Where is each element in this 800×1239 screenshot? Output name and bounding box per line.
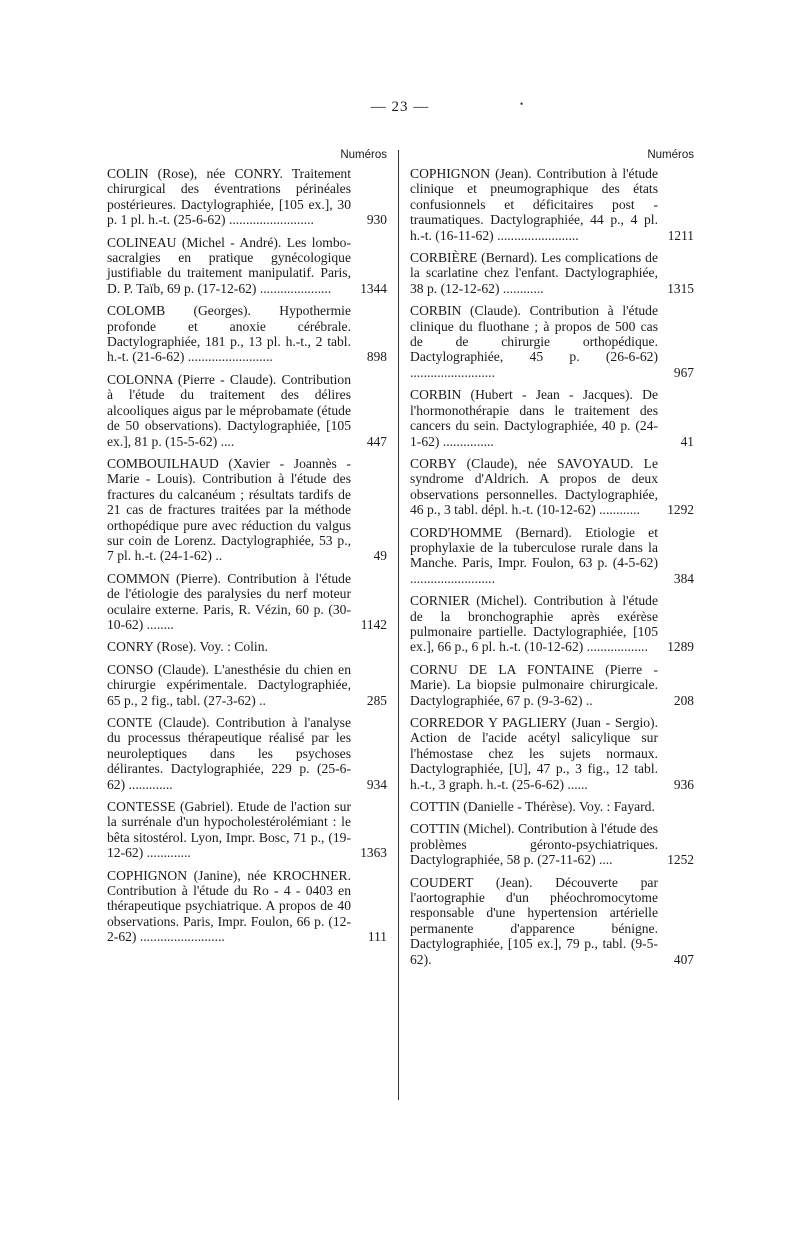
index-entry (410, 166, 694, 243)
right-column-header: Numéros (647, 149, 694, 161)
entry-number: 447 (366, 433, 387, 449)
entry-number: 285 (366, 692, 387, 708)
entry-number: 930 (366, 212, 387, 228)
entry-description: Hypothermie profonde et anoxie cérébrale. Dactylographiée, 181 p., 13 pl. h.-t., 2 tabl. h.-t. (21-6-62) ......................... (107, 303, 351, 365)
entry-description: Voy. : Fayard. (578, 799, 655, 815)
entry-description: Contribution à l'analyse du processus thérapeutique réalisé par les neuroleptiques dans les psychoses délirantes. Dactylographiée, 229 p. (25-6-62) ............. (107, 715, 351, 792)
entry-text (107, 799, 387, 861)
index-entry (107, 372, 387, 449)
entry-description: De l'hormonothérapie dans le traitement des cancers du sein. Dactylographiée, 40 p. (24-1-62) ............... (410, 387, 658, 449)
entry-description: Contribution à l'étude des problèmes géronto-psychiatriques. Dactylographiée, 58 p. (27-11-62) .... (410, 821, 658, 868)
index-entry (410, 250, 694, 296)
entry-number: 1363 (360, 845, 387, 861)
entry-text (107, 235, 387, 297)
entry-author: CORBIÈRE (Bernard). (410, 250, 538, 266)
entry-text (107, 303, 387, 365)
column-divider (398, 150, 399, 1100)
entry-number: 1211 (667, 227, 694, 243)
left-column-header: Numéros (340, 149, 387, 161)
index-entry (107, 571, 387, 633)
entry-text (410, 525, 694, 587)
entry-author: CONTESSE (Gabriel). (107, 799, 234, 815)
page-number: — 23 — (370, 99, 430, 115)
right-column (410, 145, 694, 974)
entry-description: Contribution à l'étude des fractures du calcanéum ; résultats tardifs de 21 cas de fractures traitées par la méthode orthopédique pure avec réduction du valgus sur coin de Lorenz. Dactylographiée, 53 p., 7 pl. h.-t. (24-1-62) .. (107, 471, 351, 564)
entry-author: CORD'HOMME (Bernard). (410, 524, 572, 540)
entry-text (410, 303, 694, 380)
ink-dot: • (520, 99, 524, 109)
entry-number: 1289 (667, 639, 694, 655)
entry-author: COPHIGNON (Janine), née KROCHNER. (107, 867, 351, 883)
entry-author: COUDERT (Jean). (410, 874, 533, 890)
entry-author: CORREDOR Y PAGLIERY (Juan - Sergio). (410, 715, 658, 730)
entry-number: 1315 (667, 280, 694, 296)
index-entry (410, 875, 694, 967)
entry-text (107, 456, 387, 564)
entry-number: 934 (366, 776, 387, 792)
entry-author: CORBY (Claude), née SAVOYAUD. (410, 455, 634, 471)
index-entry (107, 303, 387, 365)
entry-text (107, 662, 387, 708)
entry-description: Contribution à l'étude du Ro - 4 - 0403 en thérapeutique psychiatrique. A propos de 40 observations. Paris, Impr. Foulon, 66 p. (12-2-62) ......................... (107, 883, 351, 945)
index-entry (107, 662, 387, 708)
entry-description: Etiologie et prophylaxie de la tuberculose rurale dans la Manche. Paris, Impr. Foulon, 63 p. (4-5-62) ......................... (410, 524, 658, 586)
entry-text (410, 715, 694, 792)
index-entry (410, 799, 694, 814)
entry-author: CONSO (Claude). (107, 661, 209, 677)
entry-author: CONTE (Claude). (107, 715, 210, 730)
entry-number: 1292 (667, 502, 694, 518)
entry-description: Voy. : Colin. (199, 639, 268, 655)
entry-text (410, 875, 694, 967)
entry-description: Contribution à l'étude de la bronchographie après exérèse pulmonaire partielle. Dactylographiée, [105 ex.], 66 p., 6 pl. h.-t. (10-12-62) .................. (410, 593, 658, 655)
entry-description: Action de l'acide acétyl salicylique sur l'hémostase chez les sujets normaux. Dactylographiée, [U], 47 p., 3 fig., 12 tabl. h.-t., 3 graph. h.-t. (25-6-62) ...... (410, 730, 658, 792)
entry-text (107, 372, 387, 449)
index-entry (410, 387, 694, 449)
entry-number: 111 (367, 929, 387, 945)
entry-author: CORNU DE LA FONTAINE (Pierre - Marie). (410, 661, 658, 693)
entry-text (410, 821, 694, 867)
entry-text (410, 799, 694, 814)
entry-number: 967 (673, 364, 694, 380)
index-entry (107, 166, 387, 228)
entry-description: Le syndrome d'Aldrich. A propos de deux observations personnelles. Dactylographiée, 46 p., 3 tabl. dépl. h.-t. (10-12-62) ............ (410, 455, 659, 518)
entry-description: Etude de l'action sur la surrénale d'un hypocholestérolémiant : le bêta sitostérol. Lyon, Impr. Bosc, 71 p., (19-12-62) ............. (107, 799, 351, 861)
entry-text (107, 166, 387, 228)
entry-text (410, 250, 694, 296)
entry-number: 1344 (360, 280, 387, 296)
index-entry (107, 235, 387, 297)
entry-number: 407 (673, 951, 694, 967)
index-entry (410, 662, 694, 708)
entry-author: COMBOUILHAUD (Xavier - Joannès - Marie - Louis). (107, 455, 351, 487)
entry-description: L'anesthésie du chien en chirurgie expérimentale. Dactylographiée, 65 p., 2 fig., tabl. (27-3-62) .. (107, 661, 352, 708)
index-entry (410, 715, 694, 792)
entry-number: 208 (673, 692, 694, 708)
entry-description: Les lombo-sacralgies en pratique gynécologique justifiable du traitement manipulatif. Paris, D. P. Taïb, 69 p. (17-12-62) ..................... (107, 234, 351, 296)
index-entry (107, 868, 387, 945)
left-column (107, 145, 387, 952)
entry-number: 936 (673, 776, 694, 792)
entry-text (107, 868, 387, 945)
entry-text (410, 593, 694, 655)
entry-text (107, 715, 387, 792)
entry-number: 1142 (360, 616, 387, 632)
entry-text (410, 166, 694, 243)
entry-text (410, 456, 694, 518)
entry-text (410, 662, 694, 708)
index-entry (410, 456, 694, 518)
entry-number: 49 (373, 548, 387, 564)
entry-text (410, 387, 694, 449)
entry-number: 1252 (667, 852, 694, 868)
right-entries (410, 166, 694, 967)
entry-description: Contribution à l'étude clinique et pneumographique des états confusionnels et déficitaires post - traumatiques. Dactylographiée, 44 p., 4 pl. h.-t. (16-11-62) ........................ (410, 166, 658, 243)
entry-number: 384 (673, 570, 694, 586)
entry-author: COTTIN (Michel). (410, 821, 515, 837)
index-entry (410, 821, 694, 867)
index-entry (410, 525, 694, 587)
entry-description: Contribution à l'étude de l'étiologie des paralysies du nerf moteur oculaire externe. Paris, R. Vézin, 60 p. (30-10-62) ........ (107, 570, 351, 632)
entry-author: CONRY (Rose). (107, 639, 197, 655)
entry-number: 898 (366, 349, 387, 365)
entry-author: COMMON (Pierre). (107, 570, 221, 586)
entry-text (107, 639, 387, 654)
entry-author: COLONNA (Pierre - Claude). (107, 371, 277, 387)
entry-author: COTTIN (Danielle - Thérèse). (410, 799, 576, 815)
entry-description: Contribution à l'étude du traitement des délires alcooliques aigus par le méprobamate (étude de 50 observations). Dactylographiée, [105 ex.], 81 p. (15-5-62) .... (107, 371, 351, 449)
entry-description: Contribution à l'étude clinique du fluothane ; à propos de 500 cas de de chirurgie orthopédique. Dactylographiée, 45 p. (26-6-62) ......................... (410, 303, 658, 380)
entry-author: CORBIN (Claude). (410, 303, 521, 319)
entry-description: Les complications de la scarlatine chez l'enfant. Dactylographiée, 38 p. (12-12-62) ............ (410, 250, 658, 296)
entry-author: COLINEAU (Michel - André). (107, 234, 282, 250)
entry-description: Découverte par l'aortographie d'un phéochromocytome responsable d'une hypertension artérielle permanente d'apparence bénigne. Dactylographiée, [105 ex.], 79 p., tabl. (9-5-62). (410, 874, 658, 967)
index-entry (410, 593, 694, 655)
entry-author: COLOMB (Georges). (107, 303, 251, 319)
entry-description: La biopsie pulmonaire chirurgicale. Dactylographiée, 67 p. (9-3-62) .. (410, 677, 658, 708)
entry-text (107, 571, 387, 633)
index-entry (107, 799, 387, 861)
index-entry (107, 456, 387, 564)
index-entry (410, 303, 694, 380)
index-entry (107, 639, 387, 654)
entry-author: CORBIN (Hubert - Jean - Jacques). (410, 387, 633, 403)
entry-author: COPHIGNON (Jean). (410, 166, 532, 181)
entry-number: 41 (680, 433, 694, 449)
entry-author: CORNIER (Michel). (410, 593, 528, 609)
entry-author: COLIN (Rose), née CONRY. (107, 166, 283, 181)
index-entry (107, 715, 387, 792)
left-entries (107, 166, 387, 945)
entry-description: Traitement chirurgical des éventrations périnéales postérieures. Dactylographiée, [105 ex.], 30 p. 1 pl. h.-t. (25-6-62) ......................... (107, 166, 351, 228)
